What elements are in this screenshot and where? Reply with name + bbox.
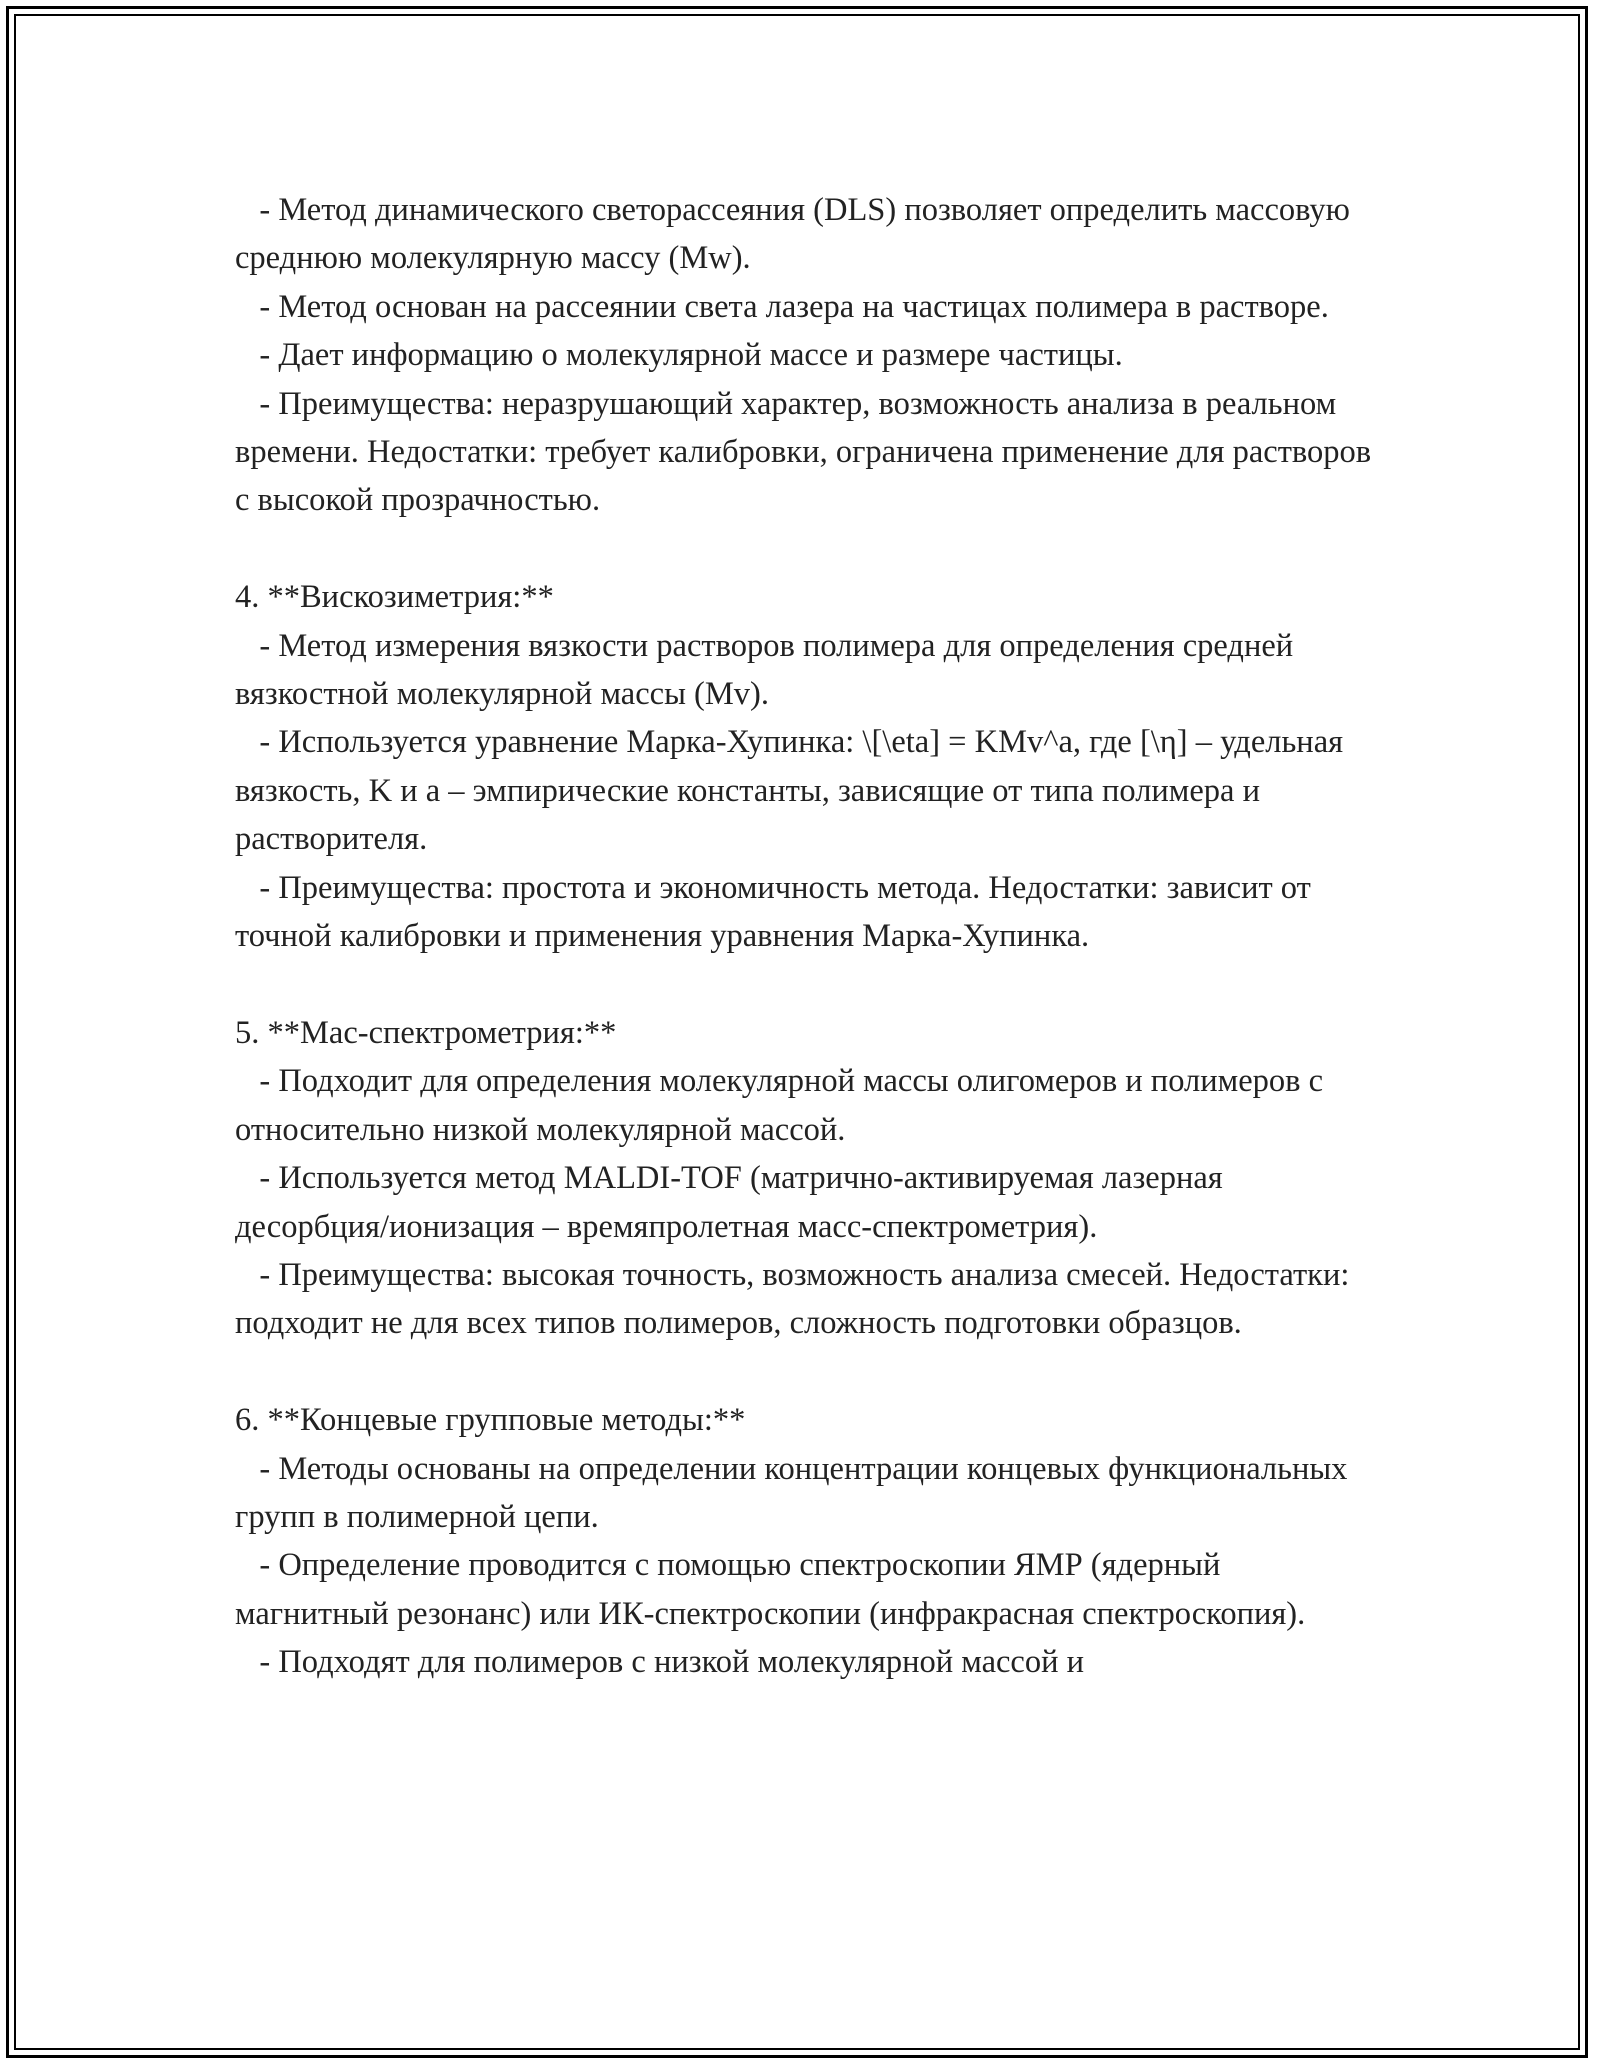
dls-item-4: - Преимущества: неразрушающий характер, возможность анализа в реальном времени. Недостатки: требует калибровки, ограничена применение для растворов с высокой прозрачностью. (235, 385, 1380, 519)
viscometry-item-1: - Метод измерения вязкости растворов полимера для определения средней вязкостной молекулярной массы (Mv). (235, 627, 1302, 713)
paragraph-gap (235, 960, 1375, 1008)
mass-spec-item-1: - Подходит для определения молекулярной массы олигомеров и полимеров с относительно низкой молекулярной массой. (235, 1063, 1332, 1148)
dls-item-3: - Дает информацию о молекулярной массе и размере частицы. (235, 337, 1123, 374)
paragraph-gap (235, 1348, 1375, 1396)
dls-item-1: - Метод динамического светорассеяния (DLS) позволяет определить массовую среднюю молекулярную массу (Mw). (235, 192, 1359, 277)
end-group-item-3: - Подходят для полимеров с низкой молекулярной массой и (235, 1644, 1085, 1681)
section-heading-end-group-methods: 6. **Концевые групповые методы:** (235, 1402, 746, 1439)
dls-item-2: - Метод основан на рассеянии света лазера на частицах полимера в растворе. (235, 288, 1329, 325)
document-body (235, 186, 1380, 1687)
section-heading-viscometry: 4. **Вискозиметрия:** (235, 579, 554, 616)
viscometry-item-2: - Используется уравнение Марка-Хупинка: \[\eta] = KMv^a, где [\η] – удельная вязкость, K и a – эмпирические константы, зависящие от типа полимера и растворителя. (235, 724, 1352, 858)
section-heading-mass-spectrometry: 5. **Мас-спектрометрия:** (235, 1014, 617, 1051)
mass-spec-item-3: - Преимущества: высокая точность, возможность анализа смесей. Недостатки: подходит не для всех типов полимеров, сложность подготовки образцов. (235, 1256, 1358, 1342)
mass-spec-item-2: - Используется метод MALDI-TOF (матрично-активируемая лазерная десорбция/ионизация – времяпролетная масс-спектрометрия). (235, 1160, 1231, 1245)
paragraph-gap (235, 525, 1375, 573)
viscometry-item-3: - Преимущества: простота и экономичность метода. Недостатки: зависит от точной калибровки и применения уравнения Марка-Хупинка. (235, 869, 1319, 955)
end-group-item-2: - Определение проводится с помощью спектроскопии ЯМР (ядерный магнитный резонанс) или ИК-спектроскопии (инфракрасная спектроскопия). (235, 1547, 1306, 1632)
end-group-item-1: - Методы основаны на определении концентрации концевых функциональных групп в полимерной цепи. (235, 1450, 1356, 1535)
